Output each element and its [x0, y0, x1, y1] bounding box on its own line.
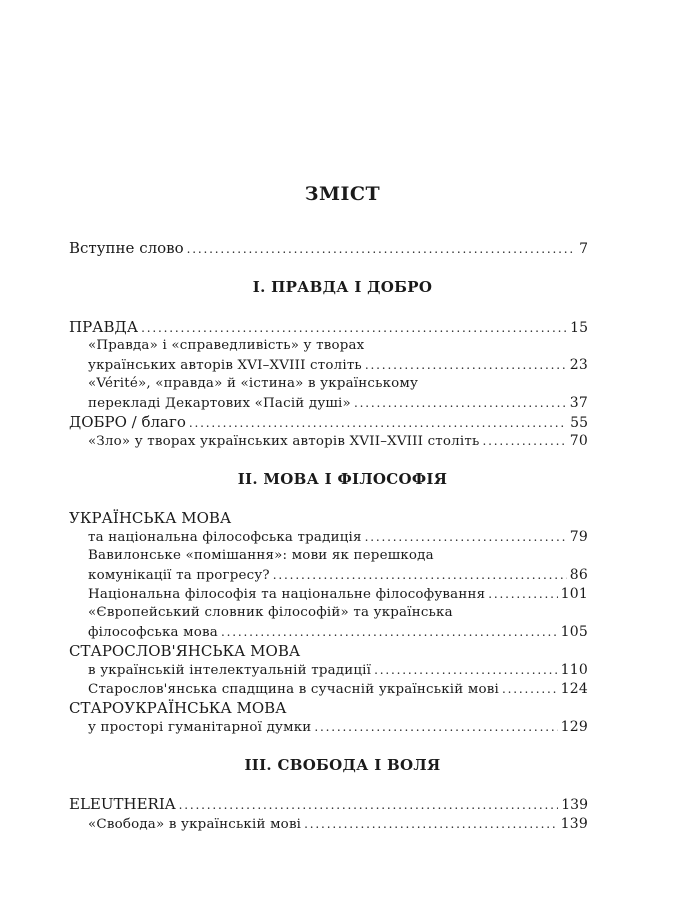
- toc-page-number: 105: [560, 624, 588, 640]
- dot-leader: [304, 814, 558, 834]
- toc-page-number: 37: [569, 395, 588, 411]
- toc-page-number: 124: [560, 681, 588, 697]
- toc-subentry: [88, 622, 588, 642]
- toc-entry-text: «Vérité», «правда» й «істина» в українському: [88, 376, 419, 391]
- toc-entry-text: ELEUTHERIA: [69, 795, 176, 813]
- section-heading: ІІ. МОВА І ФІЛОСОФІЯ: [237, 470, 448, 488]
- toc-subentry: [88, 546, 588, 566]
- toc-page-number: 86: [569, 567, 588, 583]
- toc-entry-text: СТАРОУКРАЇНСЬКА МОВА: [69, 699, 287, 717]
- dot-leader: [273, 565, 567, 585]
- toc-entry-text: УКРАЇНСЬКА МОВА: [69, 509, 232, 527]
- toc-entry: [69, 508, 588, 528]
- dot-leader: [189, 413, 567, 433]
- toc-subentry: [88, 584, 588, 604]
- toc-entry: [69, 412, 588, 432]
- toc-subentry: [88, 393, 588, 413]
- toc-subentry: [88, 814, 588, 834]
- toc-subentry: [88, 660, 588, 680]
- toc-page-number: 70: [569, 433, 588, 449]
- toc-page-number: 55: [570, 415, 588, 431]
- toc-subentry: [88, 431, 588, 451]
- toc-entry: [69, 317, 588, 337]
- dot-leader: [488, 584, 557, 604]
- toc-subentry: [88, 374, 588, 394]
- toc-entry-text: ПРАВДА: [69, 318, 139, 336]
- toc-entry-text: у просторі гуманітарної думки: [88, 720, 312, 735]
- toc-subentry: [88, 603, 588, 623]
- toc-entry-text: Старослов'янська спадщина в сучасній українській мові: [88, 682, 499, 697]
- toc-subentry: [88, 565, 588, 585]
- toc-entry: [69, 698, 588, 718]
- toc-page-number: 139: [561, 797, 588, 813]
- toc-entry: [69, 641, 588, 661]
- toc-entry-text: Національна філософія та національне філософування: [88, 587, 486, 602]
- dot-leader: [221, 622, 558, 642]
- toc-entry-text: Вступне слово: [69, 239, 184, 257]
- dot-leader: [502, 679, 558, 699]
- toc-entry-text: ДОБРО / благо: [69, 413, 186, 431]
- toc-entry-text: СТАРОСЛОВ'ЯНСЬКА МОВА: [69, 642, 301, 660]
- toc-entry-text: та національна філософська традиція: [88, 530, 362, 545]
- dot-leader: [354, 393, 567, 413]
- toc-entry-text: «Правда» і «справедливість» у творах: [88, 338, 365, 353]
- toc-entry-text: філософська мова: [88, 625, 218, 640]
- dot-leader: [141, 318, 567, 338]
- toc-page-number: 139: [560, 816, 588, 832]
- dot-leader: [374, 660, 558, 680]
- toc-entry: [69, 794, 588, 814]
- dot-leader: [482, 431, 566, 451]
- toc-subentry: [88, 355, 588, 375]
- toc-entry-text: в українській інтелектуальній традиції: [88, 663, 372, 678]
- toc-entry-text: українських авторів XVI–XVIII століть: [88, 358, 362, 373]
- toc-subentry: [88, 717, 588, 737]
- toc-subentry: [88, 527, 588, 547]
- toc-entry-intro: [69, 238, 588, 258]
- page-title: ЗМІСТ: [304, 183, 381, 205]
- toc-page-number: 129: [560, 719, 588, 735]
- toc-entry-text: «Зло» у творах українських авторів XVII–XVIII століть: [88, 434, 480, 449]
- toc-entry-text: комунікації та прогресу?: [88, 568, 270, 583]
- toc-page-number: 15: [570, 320, 588, 336]
- dot-leader: [187, 239, 576, 259]
- dot-leader: [365, 527, 567, 547]
- toc-page-number: 79: [569, 529, 588, 545]
- toc-entry-text: перекладі Декартових «Пасій душі»: [88, 396, 351, 411]
- toc-page-number: 101: [560, 586, 588, 602]
- dot-leader: [365, 355, 567, 375]
- toc-entry-text: «Європейський словник філософій» та українська: [88, 605, 453, 620]
- toc-entry-text: Вавилонське «помішання»: мови як перешкода: [88, 548, 434, 563]
- toc-entry-text: «Свобода» в українській мові: [88, 817, 302, 832]
- toc-page-number: 110: [560, 662, 588, 678]
- toc-subentry: [88, 679, 588, 699]
- toc-page-number: 7: [579, 241, 588, 257]
- dot-leader: [179, 795, 559, 815]
- section-heading: ІІІ. СВОБОДА І ВОЛЯ: [244, 756, 441, 774]
- dot-leader: [314, 717, 557, 737]
- toc-page-number: 23: [569, 357, 588, 373]
- section-heading: І. ПРАВДА І ДОБРО: [252, 278, 433, 296]
- toc-subentry: [88, 336, 588, 356]
